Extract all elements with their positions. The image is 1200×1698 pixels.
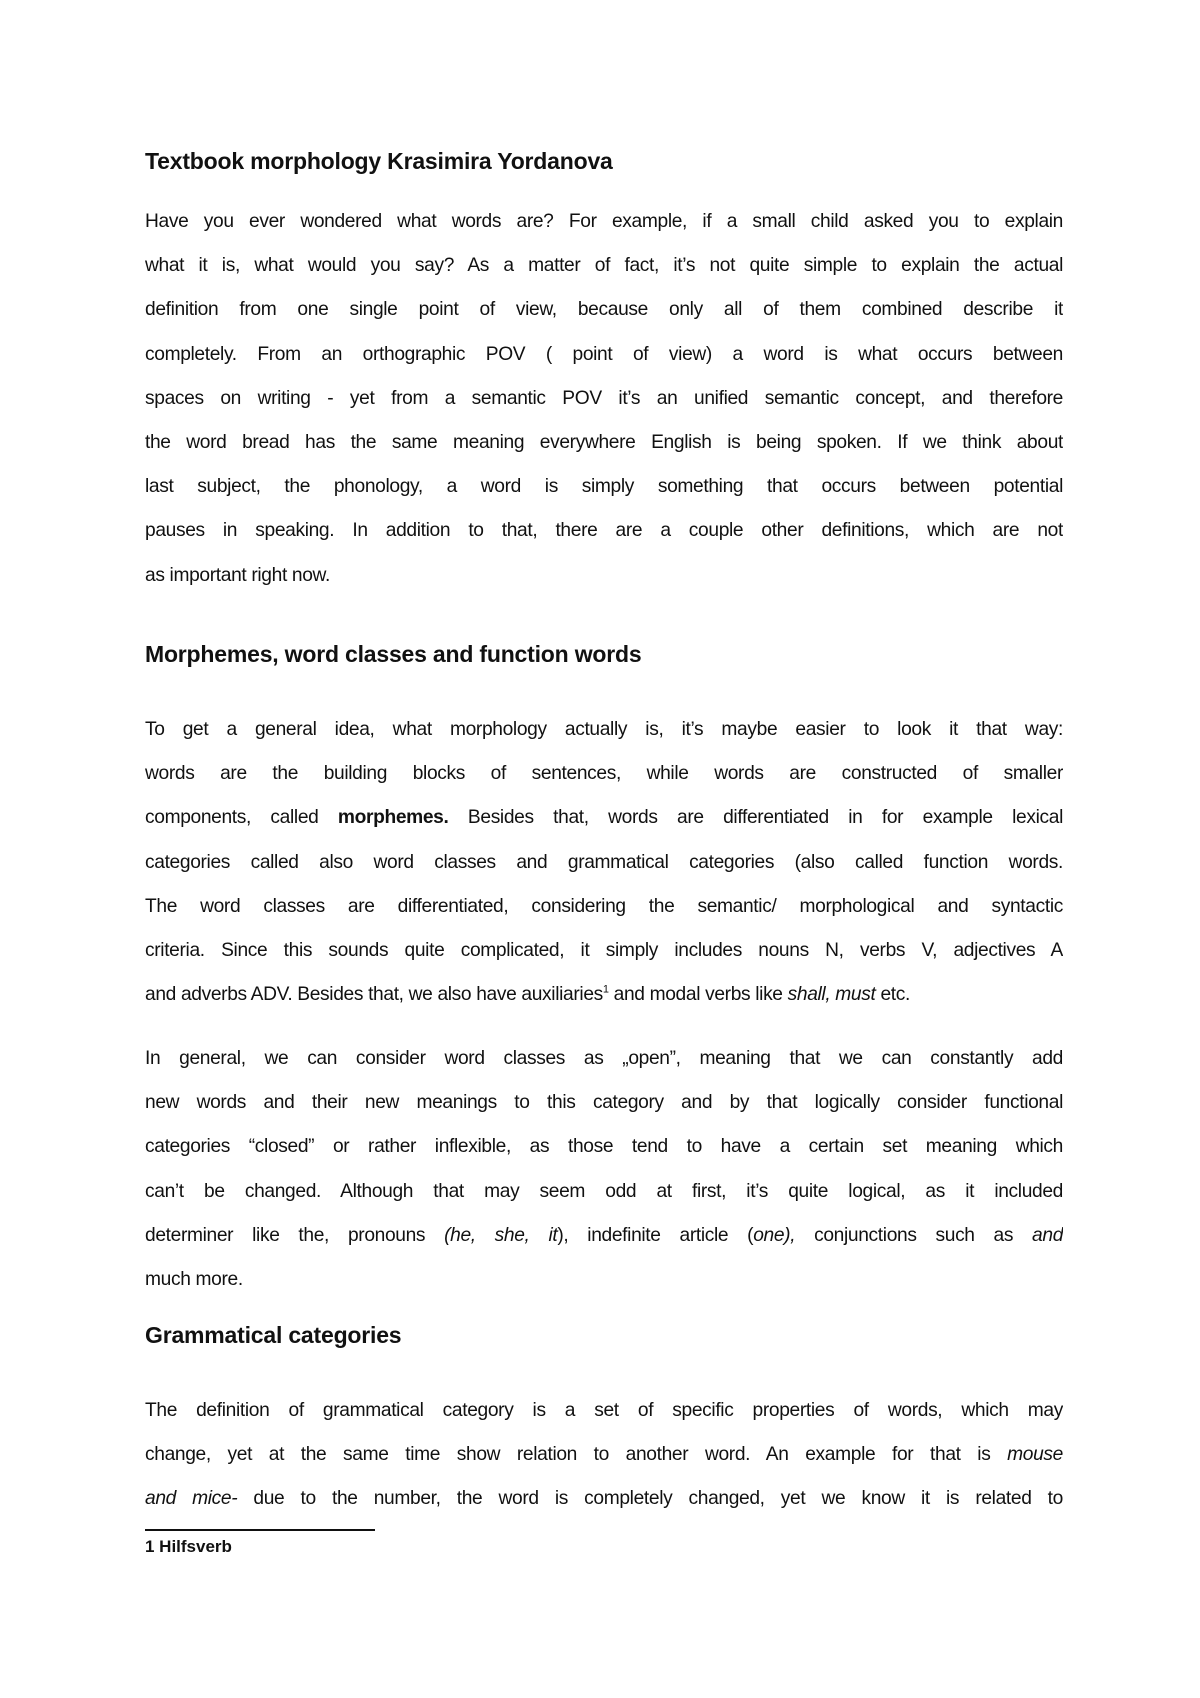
text-line: spaces on writing - yet from a semantic POV it’s an unified semantic concept, and therefore: [145, 387, 1063, 409]
text-line: pauses in speaking. In addition to that, there are a couple other definitions, which are not: [145, 520, 1063, 542]
text-run: conjunctions such as: [795, 1224, 1033, 1246]
text-line: [145, 1433, 1063, 1477]
text-run: components, called: [145, 807, 338, 829]
text-line: In general, we can consider word classes as „open”, meaning that we can constantly add: [145, 1048, 1063, 1069]
italic-example: mouse: [1007, 1444, 1063, 1466]
text-line: can’t be changed. Although that may seem odd at first, it’s quite logical, as it included: [145, 1180, 1063, 1202]
text-line: [145, 796, 1063, 840]
text-run: determiner like the, pronouns: [145, 1224, 445, 1246]
text-line: last subject, the phonology, a word is simply something that occurs between potential: [145, 476, 1063, 498]
text-line: Have you ever wondered what words are? For example, if a small child asked you to explain: [145, 211, 1063, 232]
text-line: what it is, what would you say? As a matter of fact, it’s not quite simple to explain the actual: [145, 255, 1063, 277]
text-run: Besides that, words are differentiated in for example lexical: [448, 807, 1063, 829]
text-line: definition from one single point of view, because only all of them combined describe it: [145, 299, 1063, 321]
text-line: The word classes are differentiated, considering the semantic/ morphological and syntactic: [145, 895, 1063, 917]
italic-example: shall, must: [787, 984, 876, 1006]
text-line: the word bread has the same meaning everywhere English is being spoken. If we think about: [145, 431, 1063, 453]
grammatical-paragraph: [145, 1389, 1063, 1522]
section-heading-grammatical: Grammatical categories: [145, 1322, 402, 1348]
footnote-marker: 1: [602, 983, 609, 996]
text-run: due to the number, the word is completely changed, yet we know it is related to: [237, 1488, 1063, 1510]
footnote-separator: [145, 1529, 375, 1531]
italic-example: one),: [753, 1224, 796, 1246]
text-line: categories “closed” or rather inflexible, as those tend to have a certain set meaning which: [145, 1136, 1063, 1158]
text-line: as important right now.: [145, 564, 330, 586]
italic-example: (he, she, it: [444, 1224, 558, 1246]
italic-example: and mice-: [145, 1488, 238, 1510]
morphemes-paragraph-1: [145, 708, 1063, 1017]
bold-term-morphemes: morphemes.: [337, 807, 449, 829]
text-run: change, yet at the same time show relation to another word. An example for that is: [145, 1444, 1008, 1466]
text-line: much more.: [145, 1268, 243, 1290]
intro-paragraph: [145, 200, 1063, 598]
footnote: 1 Hilfsverb: [145, 1537, 232, 1556]
text-line: The definition of grammatical category is a set of specific properties of words, which may: [145, 1400, 1063, 1421]
text-run: and modal verbs like: [608, 984, 788, 1006]
text-run: etc.: [875, 984, 910, 1006]
text-line: categories called also word classes and grammatical categories (also called function words.: [145, 851, 1063, 873]
text-line: words are the building blocks of sentences, while words are constructed of smaller: [145, 763, 1063, 785]
text-line: new words and their new meanings to this category and by that logically consider functional: [145, 1092, 1063, 1114]
text-line: [145, 973, 1063, 1017]
text-line: To get a general idea, what morphology actually is, it’s maybe easier to look it that way:: [145, 719, 1063, 740]
text-line: criteria. Since this sounds quite complicated, it simply includes nouns N, verbs V, adjectives A: [145, 939, 1063, 961]
text-line: completely. From an orthographic POV ( point of view) a word is what occurs between: [145, 343, 1063, 365]
text-line: [145, 1214, 1063, 1258]
text-line: [145, 1477, 1063, 1521]
document-title: Textbook morphology Krasimira Yordanova: [145, 148, 613, 174]
italic-example: and: [1032, 1224, 1063, 1246]
morphemes-paragraph-2: [145, 1037, 1063, 1302]
text-run: ), indefinite article (: [557, 1224, 754, 1246]
section-heading-morphemes: Morphemes, word classes and function words: [145, 641, 642, 667]
text-run: and adverbs ADV. Besides that, we also have auxiliaries: [145, 984, 603, 1006]
